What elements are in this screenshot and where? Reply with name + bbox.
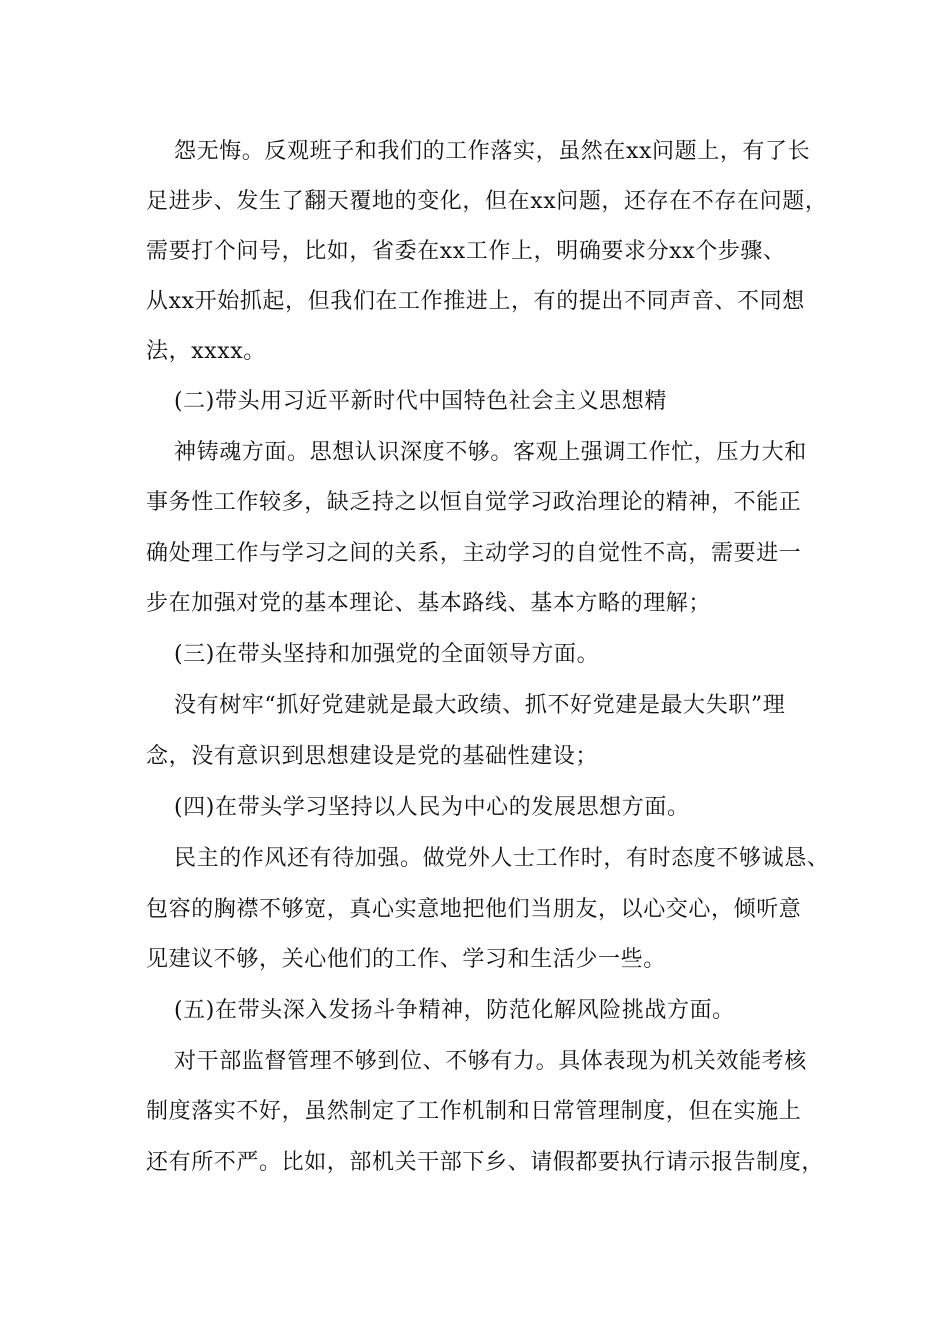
text-line: 需要打个问号，比如，省委在xx工作上，明确要求分xx个步骤、 (146, 239, 786, 264)
text-line: 还有所不严。比如，部机关干部下乡、请假都要执行请示报告制度， (146, 1150, 825, 1175)
section-heading: (五)在带头深入发扬斗争精神，防范化解风险挑战方面。 (174, 998, 735, 1023)
text-line: 确处理工作与学习之间的关系，主动学习的自觉性不高，需要进一 (146, 541, 802, 566)
text-line: 法，xxxx。 (146, 339, 266, 364)
text-line: 民主的作风还有待加强。做党外人士工作时，有时态度不够诚恳、 (174, 846, 830, 871)
text-line: 制度落实不好，虽然制定了工作机制和日常管理制度，但在实施上 (146, 1099, 802, 1124)
section-heading: (四)在带头学习坚持以人民为中心的发展思想方面。 (174, 795, 690, 820)
text-line: 神铸魂方面。思想认识深度不够。客观上强调工作忙，压力大和 (174, 440, 807, 465)
text-line: 怨无悔。反观班子和我们的工作落实，虽然在xx问题上，有了长 (174, 139, 811, 164)
text-line: 见建议不够，关心他们的工作、学习和生活少一些。 (146, 947, 666, 972)
section-heading: (三)在带头坚持和加强党的全面领导方面。 (174, 642, 600, 667)
text-line: 念，没有意识到思想建设是党的基础性建设； (146, 744, 599, 769)
text-line: 没有树牢“抓好党建就是最大政绩、抓不好党建是最大失职”理 (174, 693, 786, 718)
section-heading: (二)带头用习近平新时代中国特色社会主义思想精 (174, 389, 667, 414)
text-line: 足进步、发生了翻天覆地的变化，但在xx问题，还存在不存在问题， (146, 189, 828, 214)
text-line: 从xx开始抓起，但我们在工作推进上，有的提出不同声音、不同想 (146, 289, 805, 314)
text-line: 事务性工作较多，缺乏持之以恒自觉学习政治理论的精神，不能正 (146, 490, 802, 515)
text-line: 对干部监督管理不够到位、不够有力。具体表现为机关效能考核 (174, 1049, 807, 1074)
text-line: 步在加强对党的基本理论、基本路线、基本方略的理解； (146, 591, 712, 616)
text-line: 包容的胸襟不够宽，真心实意地把他们当朋友，以心交心，倾听意 (146, 897, 802, 922)
